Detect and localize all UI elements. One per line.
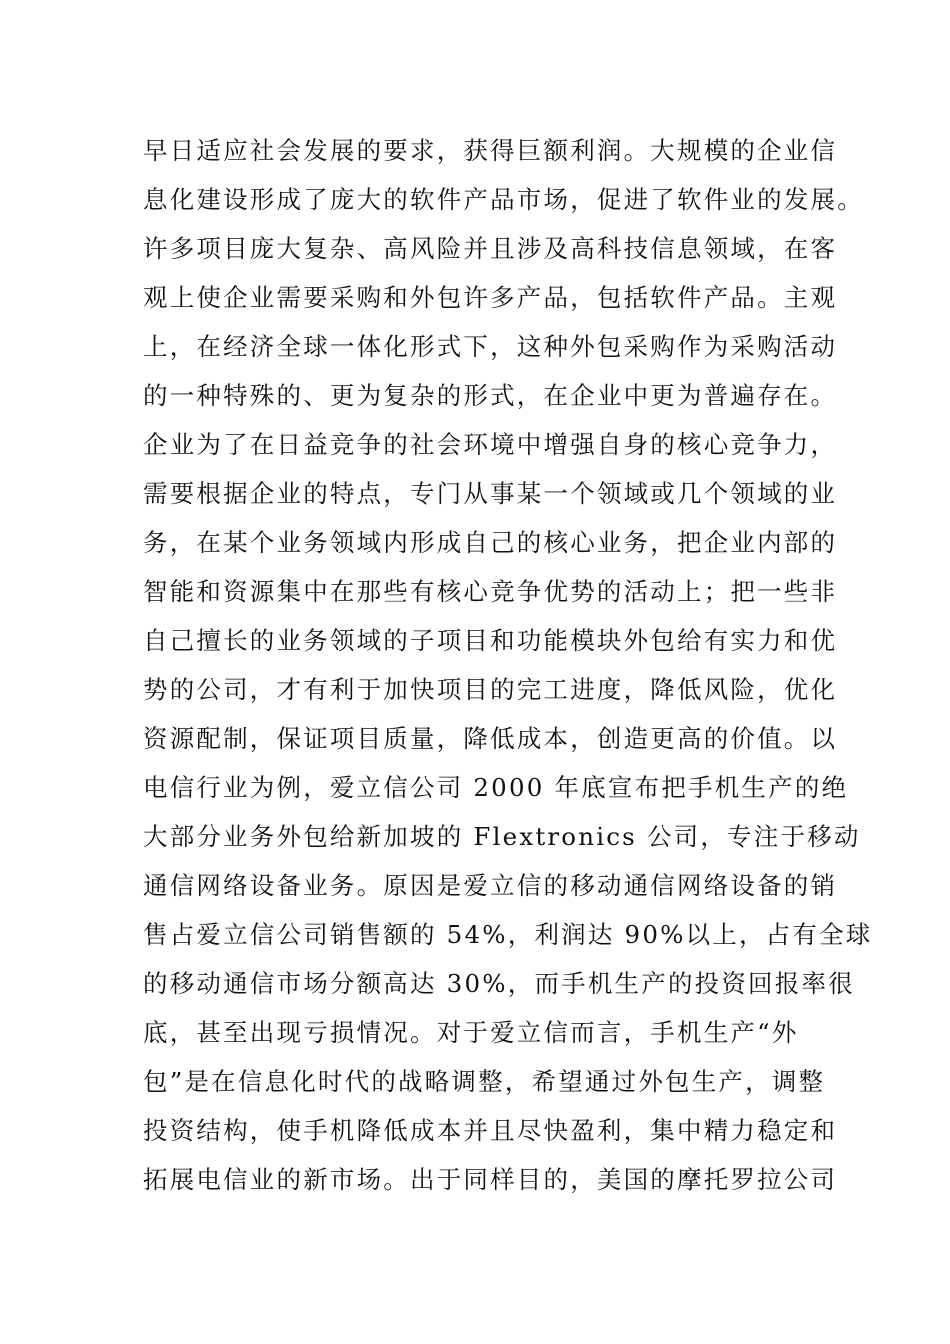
text-line: 电信行业为例，爱立信公司 2000 年底宣布把手机生产的绝: [143, 773, 849, 802]
body-paragraph: [143, 126, 873, 1204]
text-line: 务，在某个业务领域内形成自己的核心业务，把企业内部的: [143, 528, 838, 557]
text-line: 息化建设形成了庞大的软件产品市场，促进了软件业的发展。: [143, 185, 864, 214]
text-line: 早日适应社会发展的要求，获得巨额利润。大规模的企业信: [143, 136, 838, 165]
text-line: 投资结构，使手机降低成本并且尽快盈利，集中精力稳定和: [143, 1116, 838, 1145]
text-line: 拓展电信业的新市场。出于同样目的，美国的摩托罗拉公司: [143, 1165, 838, 1194]
text-line: 自己擅长的业务领域的子项目和功能模块外包给有实力和优: [143, 626, 838, 655]
text-line: 售占爱立信公司销售额的 54%，利润达 90%以上，占有全球: [143, 920, 873, 949]
text-line: 上，在经济全球一体化形式下，这种外包采购作为采购活动: [143, 332, 838, 361]
text-line: 智能和资源集中在那些有核心竞争优势的活动上；把一些非: [143, 577, 838, 606]
text-line: 观上使企业需要采购和外包许多产品，包括软件产品。主观: [143, 283, 838, 312]
text-line: 的一种特殊的、更为复杂的形式，在企业中更为普遍存在。: [143, 381, 838, 410]
text-line: 需要根据企业的特点，专门从事某一个领域或几个领域的业: [143, 479, 838, 508]
text-line: 包”是在信息化时代的战略调整，希望通过外包生产，调整: [143, 1067, 826, 1096]
text-line: 许多项目庞大复杂、高风险并且涉及高科技信息领域，在客: [143, 234, 838, 263]
text-line: 企业为了在日益竞争的社会环境中增强自身的核心竞争力，: [143, 430, 838, 459]
text-line: 通信网络设备业务。原因是爱立信的移动通信网络设备的销: [143, 871, 838, 900]
text-line: 势的公司，才有利于加快项目的完工进度，降低风险，优化: [143, 675, 838, 704]
text-line: 大部分业务外包给新加坡的 Flextronics 公司，专注于移动: [143, 822, 861, 851]
text-line: 的移动通信市场分额高达 30%，而手机生产的投资回报率很: [143, 969, 855, 998]
text-line: 资源配制，保证项目质量，降低成本，创造更高的价值。以: [143, 724, 838, 753]
text-line: 底，甚至出现亏损情况。对于爱立信而言，手机生产“外: [143, 1018, 799, 1047]
